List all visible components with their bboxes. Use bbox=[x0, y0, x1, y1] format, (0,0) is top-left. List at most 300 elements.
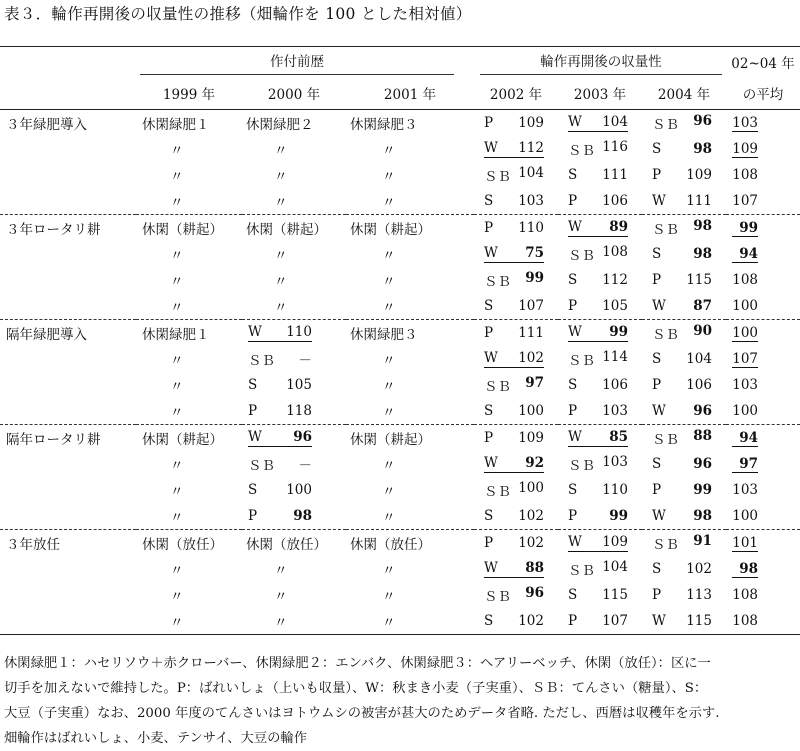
history-2000: 〃 bbox=[274, 248, 288, 264]
treatment-blank bbox=[0, 241, 136, 267]
yield-value bbox=[568, 403, 628, 419]
history-2001: 休閑（耕起） bbox=[350, 222, 431, 238]
yield-2002 bbox=[474, 188, 558, 215]
yield-2003 bbox=[558, 346, 642, 372]
yield-value bbox=[484, 430, 544, 446]
crop-code: W bbox=[568, 219, 582, 235]
yield-number: － bbox=[298, 353, 312, 369]
average-cell bbox=[726, 188, 800, 215]
yield-number: 99 bbox=[609, 508, 628, 524]
crop-code: S bbox=[248, 377, 258, 393]
average-cell bbox=[726, 293, 800, 320]
crop-code: ＳＢ bbox=[568, 353, 595, 369]
yield-number: 103 bbox=[518, 193, 544, 209]
history-2000-value bbox=[248, 482, 312, 498]
table-title: 表３．輪作再開後の収量性の推移（畑輪作を 100 とした相対値） bbox=[4, 5, 472, 23]
crop-code: ＳＢ bbox=[484, 484, 511, 500]
history-2000: 休閑（耕起） bbox=[246, 222, 327, 238]
crop-code: W bbox=[568, 324, 582, 340]
history-2000: 休閑緑肥２ bbox=[246, 117, 314, 133]
yield-number: 98 bbox=[693, 508, 712, 524]
crop-code: S bbox=[248, 482, 258, 498]
average-cell bbox=[726, 136, 800, 162]
yield-number: 99 bbox=[609, 324, 628, 340]
yield-value bbox=[484, 560, 544, 578]
yield-number: 104 bbox=[518, 165, 544, 181]
crop-code: W bbox=[568, 429, 582, 445]
table-row bbox=[0, 293, 800, 320]
yield-number: 106 bbox=[686, 377, 712, 393]
yield-value bbox=[568, 272, 628, 288]
yield-value bbox=[568, 613, 628, 629]
yield-number: 91 bbox=[693, 533, 712, 549]
yield-2002 bbox=[474, 320, 558, 347]
crop-code: W bbox=[652, 613, 666, 629]
yield-value bbox=[484, 375, 544, 395]
treatment-name: ３年緑肥導入 bbox=[6, 117, 87, 133]
crop-code: P bbox=[248, 403, 258, 419]
yield-2002 bbox=[474, 530, 558, 557]
yield-number: 96 bbox=[693, 113, 712, 129]
yield-2004 bbox=[642, 110, 726, 137]
yield-number: 111 bbox=[686, 193, 712, 209]
yield-2004 bbox=[642, 241, 726, 267]
yield-number: 110 bbox=[518, 220, 544, 236]
yield-2003 bbox=[558, 320, 642, 347]
yield-2003 bbox=[558, 398, 642, 425]
year-2004: 2004 年 bbox=[657, 87, 711, 103]
yield-value bbox=[568, 454, 628, 474]
yield-value bbox=[484, 535, 544, 551]
yield-value bbox=[652, 482, 712, 498]
yield-number: 96 bbox=[525, 585, 544, 601]
crop-code: ＳＢ bbox=[484, 169, 511, 185]
table-row bbox=[0, 503, 800, 530]
crop-code: W bbox=[484, 560, 498, 576]
yield-2002 bbox=[474, 582, 558, 608]
table-body bbox=[0, 110, 800, 635]
history-1999: 〃 bbox=[170, 248, 184, 264]
yield-number: 99 bbox=[525, 270, 544, 286]
treatment-name: ３年ロータリ耕 bbox=[6, 222, 101, 238]
average-value: 108 bbox=[732, 167, 759, 183]
history-2000-value bbox=[248, 403, 312, 419]
table-row bbox=[0, 320, 800, 347]
yield-value bbox=[484, 115, 544, 131]
yield-2004 bbox=[642, 162, 726, 188]
yield-number: 114 bbox=[602, 349, 628, 365]
history-2001: 休閑（耕起） bbox=[350, 432, 431, 448]
yield-value bbox=[484, 193, 544, 209]
crop-code: S bbox=[568, 377, 578, 393]
yield-number: 98 bbox=[693, 218, 712, 234]
history-2000 bbox=[242, 451, 346, 477]
yield-value bbox=[652, 428, 712, 448]
history-1999: 休閑（耕起） bbox=[142, 222, 223, 238]
yield-number: 92 bbox=[525, 455, 544, 471]
yield-number: 98 bbox=[293, 508, 312, 524]
yield-number: 118 bbox=[286, 403, 312, 419]
yield-2004 bbox=[642, 188, 726, 215]
average-value: 101 bbox=[732, 534, 759, 551]
history-header: 作付前歴 bbox=[140, 50, 454, 75]
crop-code: P bbox=[248, 508, 258, 524]
crop-code: S bbox=[652, 246, 662, 262]
yield-number: 97 bbox=[525, 375, 544, 391]
yield-value bbox=[568, 429, 628, 447]
history-2000-value bbox=[248, 349, 312, 369]
crop-code: ＳＢ bbox=[652, 222, 679, 238]
yield-value bbox=[652, 508, 712, 524]
table-row bbox=[0, 530, 800, 557]
crop-code: P bbox=[484, 115, 494, 131]
history-1999: 〃 bbox=[170, 589, 184, 605]
yield-number: 105 bbox=[286, 377, 312, 393]
treatment-blank bbox=[0, 293, 136, 320]
average-cell bbox=[726, 451, 800, 477]
crop-code: W bbox=[484, 245, 498, 261]
treatment-blank bbox=[0, 188, 136, 215]
crop-code: S bbox=[484, 298, 494, 314]
history-2001: 休閑緑肥３ bbox=[350, 327, 418, 343]
history-2001: 〃 bbox=[346, 503, 474, 530]
yield-value bbox=[568, 114, 628, 132]
yield-2003 bbox=[558, 162, 642, 188]
crop-code: W bbox=[652, 298, 666, 314]
yield-2002 bbox=[474, 451, 558, 477]
history-2000: 〃 bbox=[274, 274, 288, 290]
year-2002: 2002 年 bbox=[489, 87, 543, 103]
yield-number: 102 bbox=[518, 613, 544, 629]
yield-value bbox=[484, 245, 544, 263]
yield-number: 100 bbox=[286, 482, 312, 498]
history-2000 bbox=[242, 320, 346, 347]
yield-value bbox=[652, 533, 712, 553]
yield-2004 bbox=[642, 425, 726, 452]
crop-code: S bbox=[652, 456, 662, 472]
crop-code: P bbox=[484, 535, 494, 551]
table-row bbox=[0, 241, 800, 267]
yield-value bbox=[568, 219, 628, 237]
table-row bbox=[0, 215, 800, 242]
avg-header-2: の平均 bbox=[742, 87, 784, 103]
average-cell bbox=[726, 503, 800, 530]
average-value: 108 bbox=[732, 272, 759, 288]
yield-value bbox=[652, 587, 712, 603]
crop-code: W bbox=[652, 193, 666, 209]
yield-number: 98 bbox=[693, 246, 712, 262]
history-1999: 休閑（耕起） bbox=[142, 432, 223, 448]
yield-value bbox=[652, 377, 712, 393]
average-value: 108 bbox=[732, 587, 759, 603]
crop-code: ＳＢ bbox=[652, 327, 679, 343]
yield-value bbox=[568, 139, 628, 159]
crop-code: W bbox=[568, 114, 582, 130]
yield-number: 100 bbox=[518, 480, 544, 496]
yield-2002 bbox=[474, 425, 558, 452]
average-cell bbox=[726, 372, 800, 398]
yield-number: 112 bbox=[518, 140, 544, 156]
yield-value bbox=[484, 480, 544, 500]
treatment-blank bbox=[0, 503, 136, 530]
yield-value bbox=[568, 244, 628, 264]
crop-code: W bbox=[248, 429, 262, 445]
crop-code: ＳＢ bbox=[484, 274, 511, 290]
yield-2002 bbox=[474, 293, 558, 320]
yield-number: 111 bbox=[602, 167, 628, 183]
history-1999: 〃 bbox=[136, 608, 242, 635]
table-row bbox=[0, 608, 800, 635]
yield-2002 bbox=[474, 267, 558, 293]
treatment-blank bbox=[0, 162, 136, 188]
crop-code: S bbox=[652, 351, 662, 367]
yield-2002 bbox=[474, 608, 558, 635]
year-2001: 2001 年 bbox=[383, 87, 437, 103]
yield-number: 75 bbox=[525, 245, 544, 261]
history-2000-value bbox=[248, 454, 312, 474]
yield-number: 103 bbox=[602, 403, 628, 419]
table-row bbox=[0, 477, 800, 503]
yield-2004 bbox=[642, 530, 726, 557]
yield-value bbox=[652, 298, 712, 314]
crop-code: P bbox=[568, 193, 578, 209]
yield-value bbox=[484, 140, 544, 158]
yield-number: 102 bbox=[518, 508, 544, 524]
yield-number: 109 bbox=[518, 430, 544, 446]
yield-number: 109 bbox=[518, 115, 544, 131]
yield-2003 bbox=[558, 503, 642, 530]
yield-2002 bbox=[474, 477, 558, 503]
treatment-blank bbox=[0, 477, 136, 503]
crop-code: ＳＢ bbox=[484, 379, 511, 395]
year-2000: 2000 年 bbox=[267, 87, 321, 103]
yield-number: 110 bbox=[286, 324, 312, 340]
average-cell bbox=[726, 425, 800, 452]
table-row bbox=[0, 162, 800, 188]
yield-number: 115 bbox=[686, 272, 712, 288]
yield-value bbox=[568, 534, 628, 552]
yield-number: 96 bbox=[693, 456, 712, 472]
treatment-blank bbox=[0, 451, 136, 477]
table-row bbox=[0, 267, 800, 293]
yield-number: 105 bbox=[602, 298, 628, 314]
history-1999: 休閑（放任） bbox=[142, 537, 223, 553]
yield-2003 bbox=[558, 425, 642, 452]
history-2000 bbox=[242, 398, 346, 425]
history-1999: 休閑緑肥１ bbox=[142, 117, 210, 133]
table-row bbox=[0, 425, 800, 452]
crop-code: W bbox=[568, 534, 582, 550]
yield-2003 bbox=[558, 530, 642, 557]
yield-2004 bbox=[642, 503, 726, 530]
yield-2002 bbox=[474, 372, 558, 398]
treatment-blank bbox=[0, 608, 136, 635]
yield-2004 bbox=[642, 398, 726, 425]
crop-code: P bbox=[484, 325, 494, 341]
crop-code: W bbox=[484, 455, 498, 471]
table-row bbox=[0, 136, 800, 162]
history-2001: 〃 bbox=[346, 608, 474, 635]
crop-code: S bbox=[568, 272, 578, 288]
yield-2002 bbox=[474, 398, 558, 425]
yield-2002 bbox=[474, 241, 558, 267]
history-2000: 〃 bbox=[274, 143, 288, 159]
yield-number: 85 bbox=[609, 429, 628, 445]
yield-2004 bbox=[642, 582, 726, 608]
average-value: 103 bbox=[732, 482, 759, 498]
table-row bbox=[0, 556, 800, 582]
yield-value bbox=[484, 403, 544, 419]
crop-code: P bbox=[484, 220, 494, 236]
yield-value bbox=[652, 351, 712, 367]
yield-value bbox=[568, 349, 628, 369]
average-value: 94 bbox=[732, 246, 758, 263]
average-value: 103 bbox=[732, 114, 759, 131]
average-value: 108 bbox=[732, 613, 759, 629]
yield-number: 112 bbox=[602, 272, 628, 288]
crop-code: ＳＢ bbox=[484, 589, 511, 605]
footnote-line: 畑輪作はばれいしょ、小麦、テンサイ、大豆の輪作 bbox=[4, 731, 308, 746]
history-2001: 〃 bbox=[382, 589, 396, 605]
yield-value bbox=[484, 508, 544, 524]
crop-code: ＳＢ bbox=[248, 353, 275, 369]
average-value: 99 bbox=[732, 220, 758, 237]
yield-2003 bbox=[558, 110, 642, 137]
yield-number: 109 bbox=[602, 534, 628, 550]
average-value: 100 bbox=[732, 324, 759, 341]
yield-2002 bbox=[474, 136, 558, 162]
yield-2003 bbox=[558, 556, 642, 582]
history-1999: 休閑緑肥１ bbox=[142, 327, 210, 343]
yield-number: 96 bbox=[293, 429, 312, 445]
history-2000 bbox=[242, 503, 346, 530]
crop-code: S bbox=[652, 561, 662, 577]
average-cell bbox=[726, 215, 800, 242]
yield-number: 89 bbox=[609, 219, 628, 235]
crop-code: ＳＢ bbox=[248, 458, 275, 474]
yield-number: － bbox=[298, 458, 312, 474]
yield-2004 bbox=[642, 346, 726, 372]
yield-number: 100 bbox=[518, 403, 544, 419]
average-value: 103 bbox=[732, 377, 759, 393]
yield-value bbox=[652, 456, 712, 472]
table-row bbox=[0, 398, 800, 425]
history-2001: 〃 bbox=[382, 143, 396, 159]
yield-2004 bbox=[642, 293, 726, 320]
average-value: 97 bbox=[732, 456, 758, 473]
footnote-line: 切手を加えないで維持した。P：ばれいしょ（上いも収量）、W：秋まき小麦（子実重）、ＳＢ：てんさい（糖量）、S： bbox=[4, 681, 708, 696]
average-value: 100 bbox=[732, 508, 759, 524]
yield-2003 bbox=[558, 267, 642, 293]
yield-2004 bbox=[642, 320, 726, 347]
average-cell bbox=[726, 582, 800, 608]
yield-value bbox=[484, 165, 544, 185]
yield-2004 bbox=[642, 136, 726, 162]
crop-code: S bbox=[568, 587, 578, 603]
yield-2004 bbox=[642, 556, 726, 582]
crop-code: S bbox=[568, 167, 578, 183]
yield-number: 96 bbox=[693, 403, 712, 419]
yield-number: 102 bbox=[686, 561, 712, 577]
history-1999: 〃 bbox=[136, 293, 242, 320]
footnote-line: 大豆（子実重）なお、2000 年度のてんさいはヨトウムシの被害が甚大のためデータ省略. ただし、西暦は収穫年を示す. bbox=[4, 706, 720, 721]
history-2001: 〃 bbox=[382, 484, 396, 500]
history-2000: 〃 bbox=[242, 608, 346, 635]
yield-number: 115 bbox=[686, 613, 712, 629]
yield-value bbox=[568, 508, 628, 524]
history-2000: 〃 bbox=[242, 188, 346, 215]
yield-value bbox=[568, 167, 628, 183]
yield-number: 102 bbox=[518, 535, 544, 551]
crop-code: P bbox=[484, 430, 494, 446]
history-2001: 〃 bbox=[382, 379, 396, 395]
yield-number: 90 bbox=[693, 323, 712, 339]
footnote-line: 休閑緑肥１：ハセリソウ＋赤クローバー、休閑緑肥２：エンバク、休閑緑肥３：ヘアリーベッチ、休閑（放任）：区に一 bbox=[4, 656, 711, 671]
crop-code: ＳＢ bbox=[568, 563, 595, 579]
yield-value bbox=[652, 403, 712, 419]
yield-2004 bbox=[642, 477, 726, 503]
yield-number: 104 bbox=[602, 114, 628, 130]
yield-number: 107 bbox=[602, 613, 628, 629]
average-cell bbox=[726, 241, 800, 267]
yield-value bbox=[484, 220, 544, 236]
avg-header-1: 02~04 年 bbox=[731, 56, 795, 72]
average-cell bbox=[726, 556, 800, 582]
yield-2003 bbox=[558, 188, 642, 215]
yield-2004 bbox=[642, 451, 726, 477]
average-value: 109 bbox=[732, 140, 759, 157]
history-2000: 〃 bbox=[274, 563, 288, 579]
table-row bbox=[0, 110, 800, 137]
crop-code: W bbox=[484, 140, 498, 156]
history-1999: 〃 bbox=[170, 563, 184, 579]
average-value: 100 bbox=[732, 403, 759, 419]
history-1999: 〃 bbox=[170, 458, 184, 474]
yield-number: 98 bbox=[693, 141, 712, 157]
yield-value bbox=[652, 272, 712, 288]
yield-number: 107 bbox=[518, 298, 544, 314]
average-cell bbox=[726, 162, 800, 188]
yield-value bbox=[652, 141, 712, 157]
yield-2003 bbox=[558, 608, 642, 635]
yield-number: 88 bbox=[525, 560, 544, 576]
crop-code: W bbox=[248, 324, 262, 340]
yield-number: 88 bbox=[693, 428, 712, 444]
treatment-name: ３年放任 bbox=[6, 537, 60, 553]
yield-value bbox=[484, 270, 544, 290]
yield-2003 bbox=[558, 582, 642, 608]
yield-number: 115 bbox=[602, 587, 628, 603]
yield-number: 104 bbox=[602, 559, 628, 575]
yield-2003 bbox=[558, 372, 642, 398]
average-value: 107 bbox=[732, 193, 759, 209]
history-1999: 〃 bbox=[170, 169, 184, 185]
yield-value bbox=[484, 298, 544, 314]
crop-code: S bbox=[568, 482, 578, 498]
average-cell bbox=[726, 346, 800, 372]
yield-number: 103 bbox=[602, 454, 628, 470]
yield-value bbox=[652, 246, 712, 262]
history-2001: 〃 bbox=[382, 458, 396, 474]
history-2000 bbox=[242, 346, 346, 372]
yield-2002 bbox=[474, 162, 558, 188]
average-cell bbox=[726, 267, 800, 293]
yield-2003 bbox=[558, 215, 642, 242]
history-2000 bbox=[242, 477, 346, 503]
history-2001: 〃 bbox=[382, 353, 396, 369]
yield-2003 bbox=[558, 293, 642, 320]
history-2001: 〃 bbox=[346, 293, 474, 320]
